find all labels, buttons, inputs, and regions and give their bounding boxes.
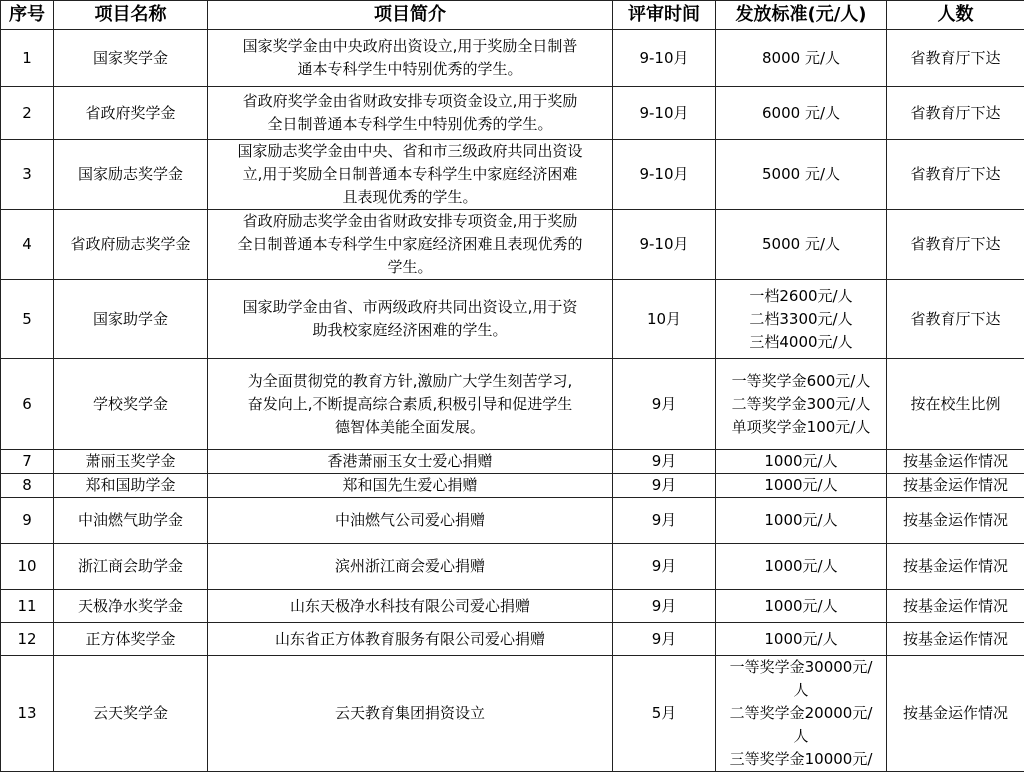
- row-number: 9: [1, 498, 54, 544]
- review-time: 9月: [613, 450, 716, 474]
- description-line: 全日制普通本专科学生中特别优秀的学生。: [210, 113, 610, 136]
- award-standard: [716, 450, 887, 474]
- recipient-count: 按在校生比例: [887, 359, 1024, 450]
- project-name: 中油燃气助学金: [54, 498, 208, 544]
- standard-line: 二等奖学金20000元/: [718, 702, 884, 725]
- project-name: 省政府奖学金: [54, 87, 208, 140]
- award-standard: [716, 140, 887, 210]
- award-standard: [716, 623, 887, 656]
- recipient-count: 按基金运作情况: [887, 474, 1024, 498]
- project-description: [208, 498, 613, 544]
- recipient-count: 省教育厅下达: [887, 30, 1024, 87]
- standard-line: 一等奖学金30000元/: [718, 656, 884, 679]
- standard-line: 一等奖学金600元/人: [718, 370, 884, 393]
- standard-line: 人: [718, 679, 884, 702]
- recipient-count: 省教育厅下达: [887, 140, 1024, 210]
- project-name: 萧丽玉奖学金: [54, 450, 208, 474]
- review-time: 9月: [613, 623, 716, 656]
- project-name: 浙江商会助学金: [54, 544, 208, 590]
- description-line: 奋发向上,不断提高综合素质,积极引导和促进学生: [210, 393, 610, 416]
- standard-line: 1000元/人: [718, 555, 884, 578]
- standard-line: 1000元/人: [718, 509, 884, 532]
- recipient-count: 按基金运作情况: [887, 590, 1024, 623]
- header-no: 序号: [1, 1, 54, 30]
- project-description: [208, 30, 613, 87]
- standard-line: 1000元/人: [718, 450, 884, 473]
- recipient-count: 按基金运作情况: [887, 544, 1024, 590]
- project-description: [208, 474, 613, 498]
- standard-line: 三档4000元/人: [718, 331, 884, 354]
- recipient-count: 按基金运作情况: [887, 656, 1024, 772]
- project-description: [208, 359, 613, 450]
- description-line: 立,用于奖励全日制普通本专科学生中家庭经济困难: [210, 163, 610, 186]
- table-row: [1, 280, 1024, 359]
- header-standard: 发放标准(元/人): [716, 1, 887, 30]
- project-description: [208, 590, 613, 623]
- description-line: 省政府奖学金由省财政安排专项资金设立,用于奖励: [210, 90, 610, 113]
- header-desc: 项目简介: [208, 1, 613, 30]
- review-time: 5月: [613, 656, 716, 772]
- table-row: [1, 623, 1024, 656]
- review-time: 9月: [613, 544, 716, 590]
- description-line: 滨州浙江商会爱心捐赠: [210, 555, 610, 578]
- project-name: 省政府励志奖学金: [54, 210, 208, 280]
- row-number: 12: [1, 623, 54, 656]
- description-line: 全日制普通本专科学生中家庭经济困难且表现优秀的: [210, 233, 610, 256]
- table-row: [1, 656, 1024, 772]
- standard-line: 6000 元/人: [718, 102, 884, 125]
- table-row: [1, 30, 1024, 87]
- award-standard: [716, 210, 887, 280]
- recipient-count: 按基金运作情况: [887, 450, 1024, 474]
- description-line: 省政府励志奖学金由省财政安排专项资金,用于奖励: [210, 210, 610, 233]
- project-description: [208, 140, 613, 210]
- project-name: 国家励志奖学金: [54, 140, 208, 210]
- description-line: 国家励志奖学金由中央、省和市三级政府共同出资设: [210, 140, 610, 163]
- table-row: [1, 210, 1024, 280]
- award-standard: [716, 544, 887, 590]
- project-description: [208, 623, 613, 656]
- table-row: [1, 87, 1024, 140]
- table-row: [1, 140, 1024, 210]
- award-standard: [716, 87, 887, 140]
- description-line: 通本专科学生中特别优秀的学生。: [210, 58, 610, 81]
- row-number: 5: [1, 280, 54, 359]
- description-line: 国家奖学金由中央政府出资设立,用于奖励全日制普: [210, 35, 610, 58]
- standard-line: 三等奖学金10000元/: [718, 748, 884, 771]
- description-line: 山东天极净水科技有限公司爱心捐赠: [210, 595, 610, 618]
- recipient-count: 省教育厅下达: [887, 87, 1024, 140]
- row-number: 6: [1, 359, 54, 450]
- description-line: 香港萧丽玉女士爱心捐赠: [210, 450, 610, 473]
- review-time: 9月: [613, 359, 716, 450]
- row-number: 7: [1, 450, 54, 474]
- project-description: [208, 544, 613, 590]
- project-description: [208, 210, 613, 280]
- project-description: [208, 450, 613, 474]
- header-row: [1, 1, 1024, 30]
- review-time: 9-10月: [613, 87, 716, 140]
- description-line: 助我校家庭经济困难的学生。: [210, 319, 610, 342]
- table-row: [1, 590, 1024, 623]
- recipient-count: 省教育厅下达: [887, 210, 1024, 280]
- table-row: [1, 474, 1024, 498]
- header-time: 评审时间: [613, 1, 716, 30]
- standard-line: 一档2600元/人: [718, 285, 884, 308]
- description-line: 且表现优秀的学生。: [210, 186, 610, 209]
- project-description: [208, 656, 613, 772]
- row-number: 3: [1, 140, 54, 210]
- review-time: 9-10月: [613, 140, 716, 210]
- description-line: 云天教育集团捐资设立: [210, 702, 610, 725]
- row-number: 11: [1, 590, 54, 623]
- standard-line: 单项奖学金100元/人: [718, 416, 884, 439]
- table-row: [1, 544, 1024, 590]
- award-standard: [716, 30, 887, 87]
- project-name: 云天奖学金: [54, 656, 208, 772]
- description-line: 山东省正方体教育服务有限公司爱心捐赠: [210, 628, 610, 651]
- project-name: 学校奖学金: [54, 359, 208, 450]
- award-standard: [716, 474, 887, 498]
- row-number: 2: [1, 87, 54, 140]
- project-description: [208, 280, 613, 359]
- award-standard: [716, 280, 887, 359]
- review-time: 9-10月: [613, 30, 716, 87]
- table-row: [1, 498, 1024, 544]
- row-number: 13: [1, 656, 54, 772]
- table-row: [1, 359, 1024, 450]
- review-time: 9月: [613, 590, 716, 623]
- standard-line: 二档3300元/人: [718, 308, 884, 331]
- standard-line: 1000元/人: [718, 474, 884, 497]
- award-standard: [716, 656, 887, 772]
- header-name: 项目名称: [54, 1, 208, 30]
- description-line: 德智体美能全面发展。: [210, 416, 610, 439]
- project-description: [208, 87, 613, 140]
- recipient-count: 按基金运作情况: [887, 498, 1024, 544]
- standard-line: 二等奖学金300元/人: [718, 393, 884, 416]
- standard-line: 1000元/人: [718, 595, 884, 618]
- standard-line: 5000 元/人: [718, 163, 884, 186]
- standard-line: 8000 元/人: [718, 47, 884, 70]
- award-standard: [716, 590, 887, 623]
- review-time: 10月: [613, 280, 716, 359]
- project-name: 郑和国助学金: [54, 474, 208, 498]
- project-name: 天极净水奖学金: [54, 590, 208, 623]
- recipient-count: 省教育厅下达: [887, 280, 1024, 359]
- review-time: 9月: [613, 498, 716, 544]
- row-number: 1: [1, 30, 54, 87]
- row-number: 10: [1, 544, 54, 590]
- description-line: 中油燃气公司爱心捐赠: [210, 509, 610, 532]
- standard-line: 1000元/人: [718, 628, 884, 651]
- review-time: 9-10月: [613, 210, 716, 280]
- description-line: 国家助学金由省、市两级政府共同出资设立,用于资: [210, 296, 610, 319]
- project-name: 国家奖学金: [54, 30, 208, 87]
- award-standard: [716, 359, 887, 450]
- project-name: 正方体奖学金: [54, 623, 208, 656]
- description-line: 学生。: [210, 256, 610, 279]
- table-row: [1, 450, 1024, 474]
- standard-line: 人: [718, 725, 884, 748]
- recipient-count: 按基金运作情况: [887, 623, 1024, 656]
- review-time: 9月: [613, 474, 716, 498]
- description-line: 为全面贯彻党的教育方针,激励广大学生刻苦学习,: [210, 370, 610, 393]
- standard-line: 5000 元/人: [718, 233, 884, 256]
- description-line: 郑和国先生爱心捐赠: [210, 474, 610, 497]
- award-standard: [716, 498, 887, 544]
- project-name: 国家助学金: [54, 280, 208, 359]
- row-number: 4: [1, 210, 54, 280]
- row-number: 8: [1, 474, 54, 498]
- header-count: 人数: [887, 1, 1024, 30]
